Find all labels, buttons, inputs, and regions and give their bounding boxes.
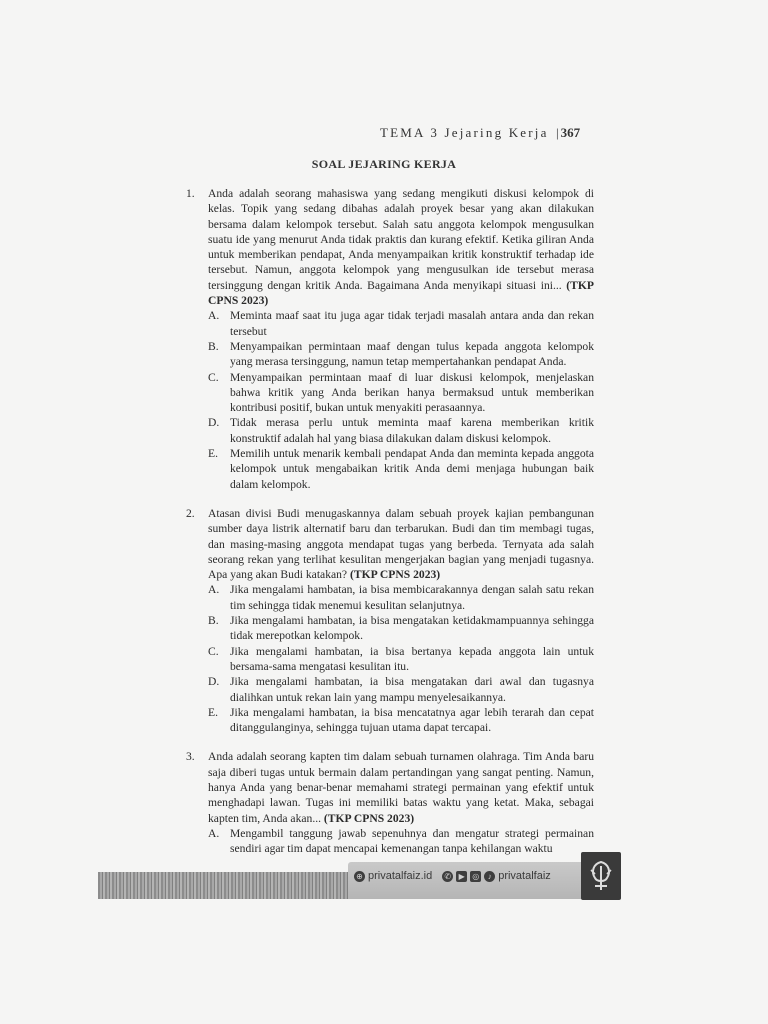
question-number: 1.: [186, 187, 195, 200]
option-e[interactable]: [208, 446, 594, 492]
option-a[interactable]: [208, 582, 594, 613]
option-letter: B.: [208, 614, 219, 628]
option-letter: A.: [208, 309, 220, 323]
option-text: Jika mengalami hambatan, ia bisa mencatatnya agar lebih terarah dan cepat ditanggulanginya, sehingga tujuan utama dapat tercapai.: [230, 705, 594, 735]
option-a[interactable]: [208, 308, 594, 339]
question-list: [184, 186, 594, 856]
question-number: 3.: [186, 750, 195, 764]
option-letter: D.: [208, 416, 220, 430]
publisher-logo: [581, 852, 621, 900]
social-handle[interactable]: privatalfaiz: [498, 870, 551, 882]
running-title: TEMA 3 Jejaring Kerja: [380, 125, 549, 140]
option-letter: D.: [208, 675, 220, 689]
option-text: Menyampaikan permintaan maaf di luar diskusi kelompok, menjelaskan bahwa kritik yang Anda berikan hanya bermaksud untuk memberikan kontribusi positif, bukan untuk menyakiti perasaannya.: [230, 370, 594, 415]
question-text: Anda adalah seorang kapten tim dalam sebuah turnamen olahraga. Tim Anda baru saja diberi tugas untuk bermain dalam pertandingan yang sangat penting. Namun, hanya Anda yang benar-benar memahami strategi permainan yang efektif untuk menghadapi lawan. Tugas ini memiliki batas waktu yang ketat. Maka, sebagai kapten tim, Anda akan...: [208, 750, 594, 825]
option-d[interactable]: [208, 674, 594, 705]
option-text: Menyampaikan permintaan maaf dengan tulus kepada anggota kelompok yang merasa tersinggung, namun tetap mempertahankan pendapat Anda.: [230, 339, 594, 369]
option-text: Mengambil tanggung jawab sepenuhnya dan mengatur strategi permainan sendiri agar tim dapat mencapai kemenangan tanpa kehilangan waktu: [230, 826, 594, 856]
page-title: SOAL JEJARING KERJA: [311, 157, 457, 171]
question-tag: (TKP CPNS 2023): [323, 811, 415, 825]
option-c[interactable]: [208, 644, 594, 675]
option-e[interactable]: [208, 705, 594, 736]
option-text: Meminta maaf saat itu juga agar tidak terjadi masalah antara anda dan rekan tersebut: [230, 309, 594, 338]
option-letter: B.: [208, 339, 219, 353]
question-number: 2.: [186, 506, 195, 520]
question-2: [184, 506, 594, 735]
page-number: 367: [560, 125, 581, 140]
instagram-icon[interactable]: ◎: [470, 871, 481, 882]
option-d[interactable]: [208, 415, 594, 446]
publisher-logo-mark: [581, 852, 621, 900]
question-tag: (TKP CPNS 2023): [208, 278, 594, 308]
option-a[interactable]: [208, 826, 594, 857]
youtube-icon[interactable]: ▶: [456, 871, 467, 882]
question-3: [184, 749, 594, 856]
option-text: Jika mengalami hambatan, ia bisa mengatakan ketidakmampuannya sehingga tidak merepotkan kelompok.: [230, 614, 594, 643]
whatsapp-icon[interactable]: ✆: [442, 871, 453, 882]
header-separator: |: [556, 125, 559, 140]
option-b[interactable]: [208, 339, 594, 370]
footer-pattern: [98, 872, 348, 899]
option-letter: C.: [208, 370, 219, 384]
footer-social-handles: [354, 870, 551, 882]
option-letter: E.: [208, 447, 218, 461]
option-c[interactable]: [208, 370, 594, 416]
option-list: [208, 582, 594, 735]
option-text: Tidak merasa perlu untuk meminta maaf karena memberikan kritik konstruktif adalah hal yang biasa dilakukan dalam diskusi kelompok.: [230, 416, 594, 445]
footer-band: [98, 862, 633, 902]
website-handle[interactable]: privatalfaiz.id: [368, 870, 433, 882]
option-letter: E.: [208, 705, 218, 719]
running-header: [380, 125, 600, 141]
option-letter: A.: [208, 583, 220, 597]
option-list: [208, 308, 594, 492]
option-text: Jika mengalami hambatan, ia bisa bertanya kepada anggota lain untuk bersama-sama mengatasi kesulitan itu.: [230, 644, 594, 673]
option-letter: A.: [208, 826, 220, 840]
globe-icon: ⊕: [354, 871, 365, 882]
option-text: Jika mengalami hambatan, ia bisa membicarakannya dengan salah satu rekan tim sehingga tidak menemui kesulitan selanjutnya.: [230, 583, 594, 612]
tiktok-icon[interactable]: ♪: [484, 871, 495, 882]
option-text: Jika mengalami hambatan, ia bisa mengatakan dari awal dan tugasnya dialihkan untuk rekan lain yang mampu menyelesaikannya.: [230, 675, 594, 704]
option-letter: C.: [208, 644, 219, 658]
option-b[interactable]: [208, 613, 594, 644]
option-text: Memilih untuk menarik kembali pendapat Anda dan meminta kepada anggota kelompok untuk mengabaikan kritik Anda demi menjaga hubungan baik dalam kelompok.: [230, 447, 594, 491]
question-text: Anda adalah seorang mahasiswa yang sedang mengikuti diskusi kelompok di kelas. Topik yang sedang dibahas adalah proyek besar yang akan dilakukan bersama dalam kelompok tersebut. Salah satu anggota kelompok mengusulkan suatu ide yang menurut Anda tidak praktis dan kurang efektif. Ketika giliran Anda untuk memberikan pendapat, Anda menyampaikan kritik konstruktif terhadap ide tersebut. Namun, anggota kelompok yang mengusulkan ide tersebut merasa tersinggung dengan kritik Anda. Bagaimana Anda menyikapi situasi ini...: [208, 187, 594, 292]
question-text: Atasan divisi Budi menugaskannya dalam sebuah proyek kajian pembangunan sumber daya listrik alternatif baru dan terbarukan. Budi dan tim membagi tugas, dan masing-masing anggota mendapat tugas yang berbeda. Ternyata ada salah seorang rekan yang terlihat kesulitan mengerjakan bagian yang menjadi tugasnya. Apa yang akan Budi katakan?: [208, 506, 594, 582]
question-tag: (TKP CPNS 2023): [349, 568, 441, 582]
question-1: [184, 186, 594, 492]
option-list: [208, 826, 594, 857]
